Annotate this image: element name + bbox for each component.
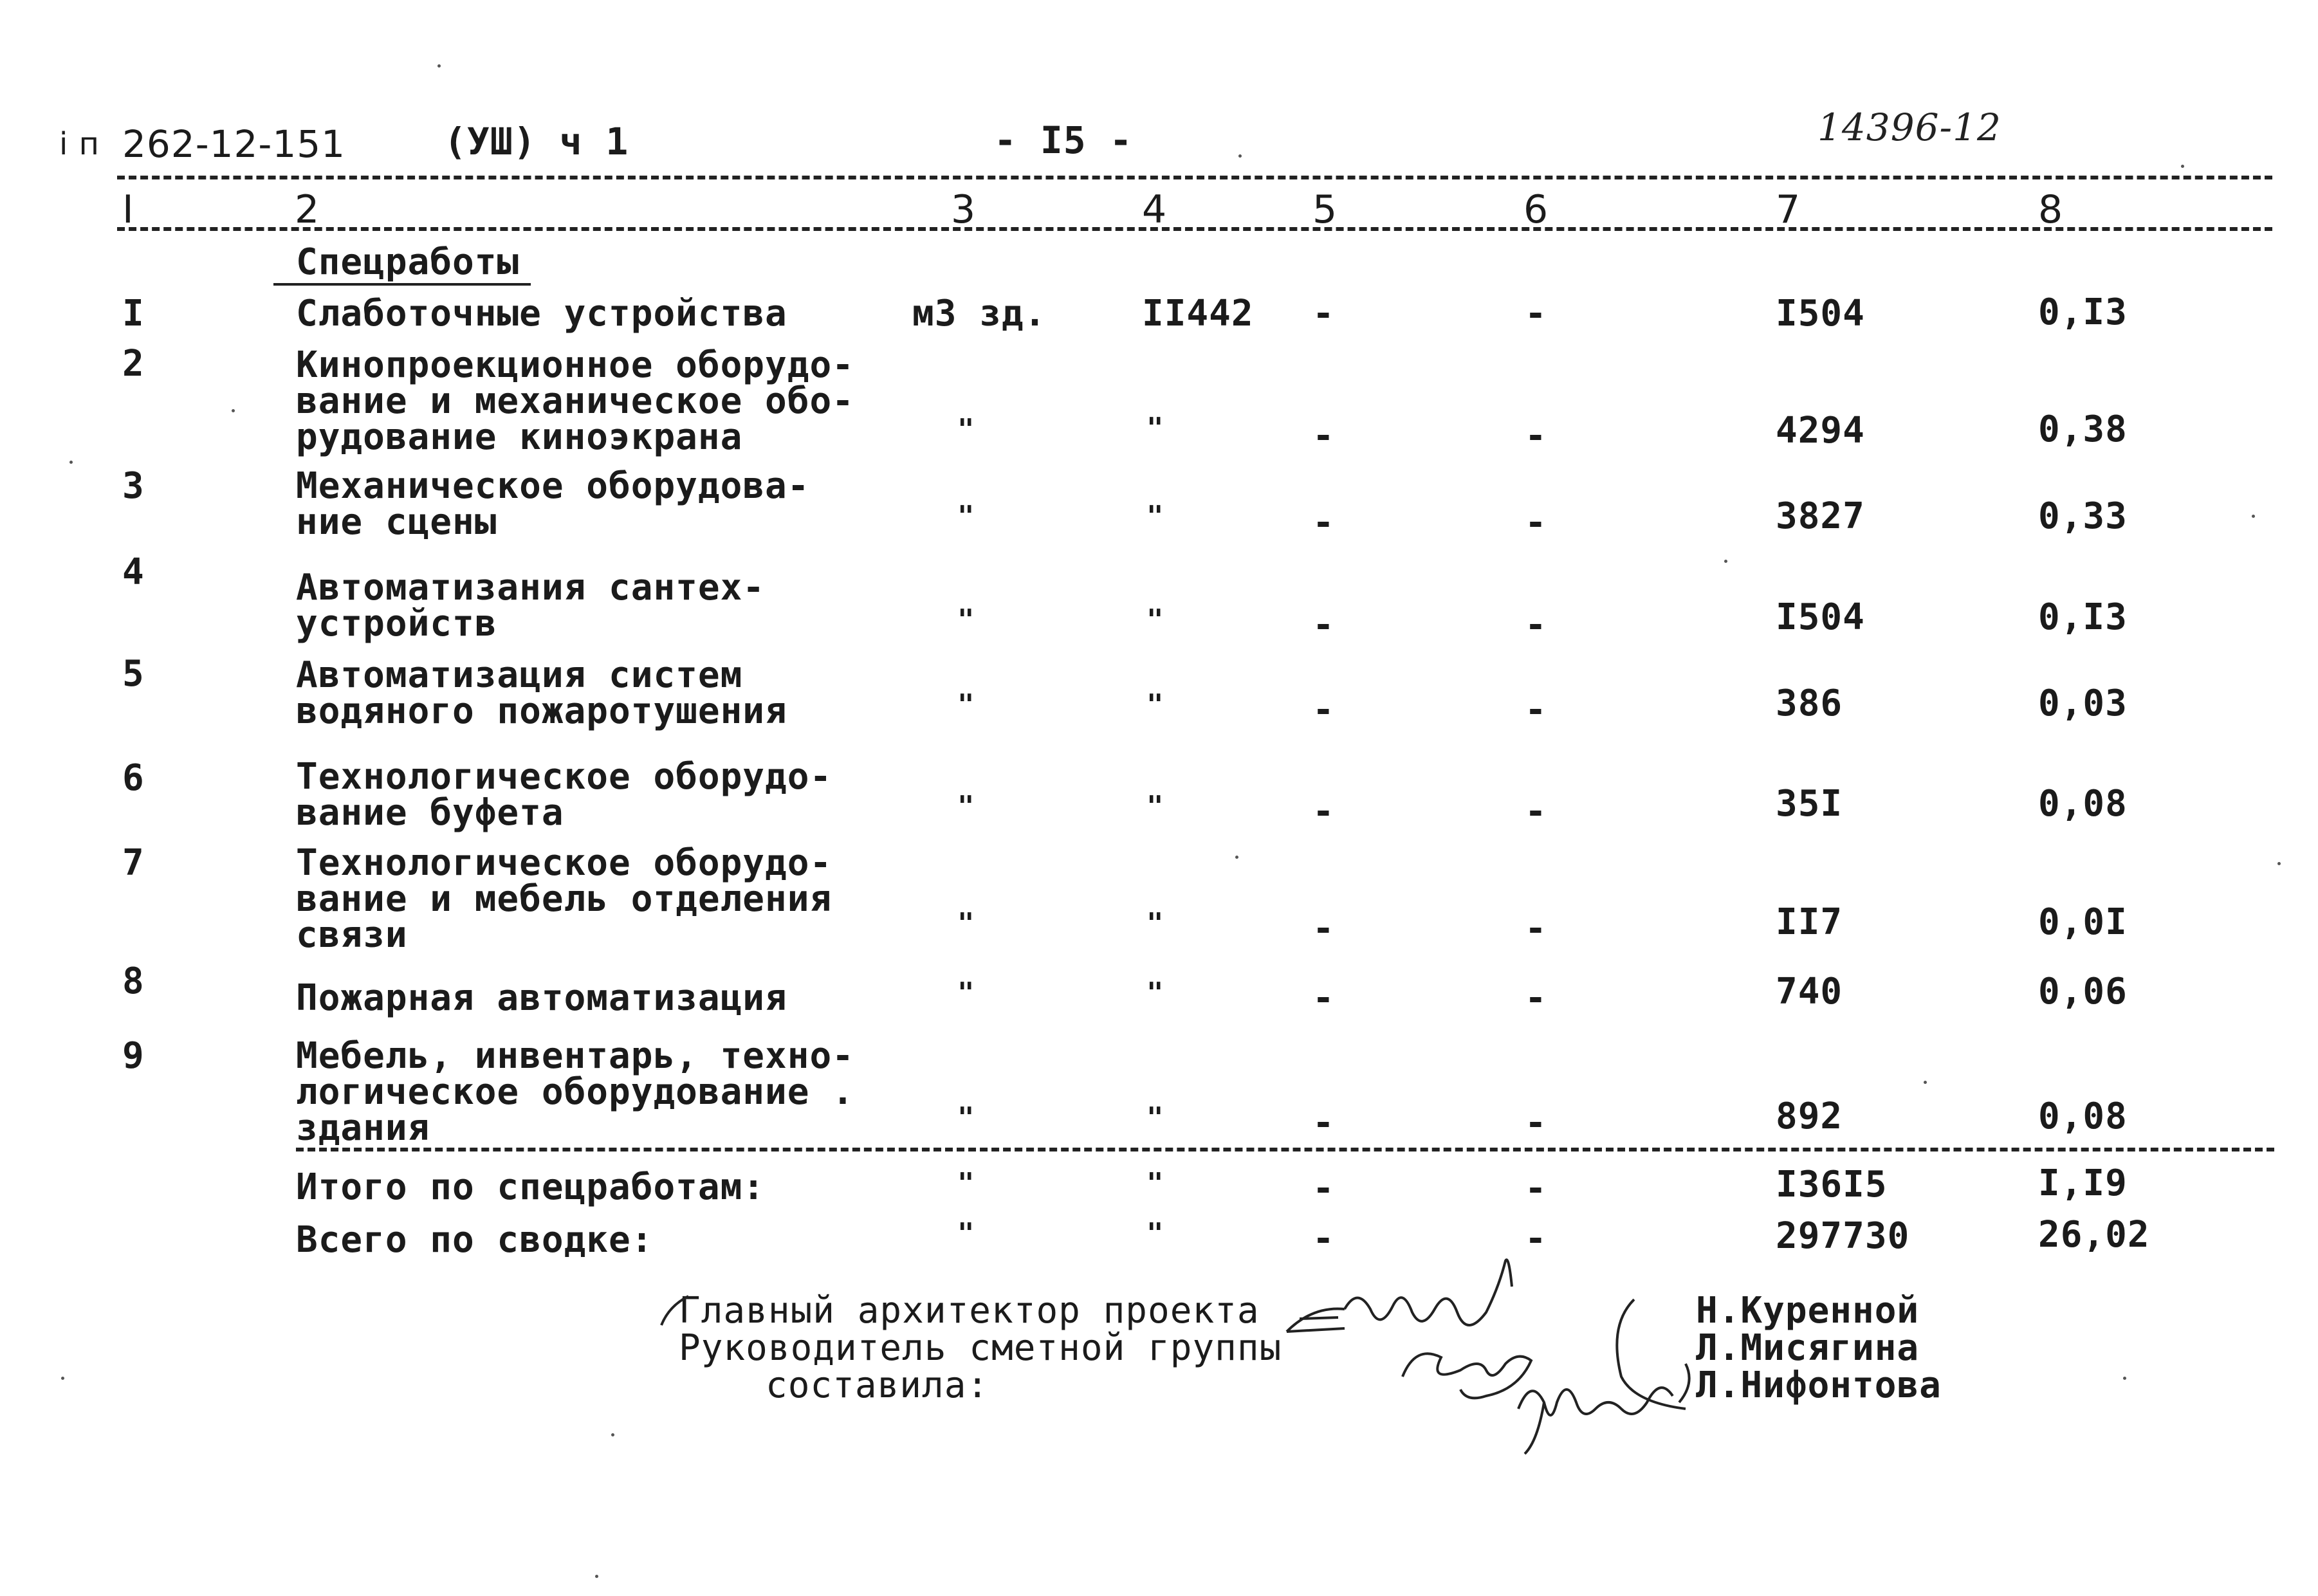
row-unit: " [957,500,975,533]
signatory-name: Н.Куренной [1696,1290,1920,1332]
row-unit: " [957,1101,975,1134]
row-number: 8 [122,960,145,1002]
row-qty: " [1146,603,1164,636]
row-number: 4 [122,551,145,593]
row-col8: 0,08 [2038,1096,2128,1137]
row-qty: " [1146,1101,1164,1134]
row-name: Автоматизация систем водяного пожаротушения [296,654,787,732]
scan-speck [2181,165,2184,168]
scan-speck [61,1377,64,1380]
col-header-1: I [122,187,134,232]
scan-speck [2123,1377,2126,1380]
row-col8: 0,0I [2038,901,2128,943]
row-col6: - [1525,502,1547,544]
margin-mark: і п [59,126,100,162]
signatory-name: Л.Нифонтова [1696,1364,1942,1406]
row-col6: - [1525,293,1547,335]
scan-speck [2277,862,2281,865]
row-number: 6 [122,757,145,799]
row-col7: 740 [1776,971,1843,1013]
grand-total-name: Всего по сводке: [296,1219,654,1261]
row-name: Механическое оборудова- ние сцены [296,465,810,543]
row-col8: 0,03 [2038,683,2128,724]
row-col7: 3827 [1776,495,1865,537]
grand-total-qty: " [1146,1217,1164,1250]
signatory-name: Л.Мисягина [1696,1327,1920,1369]
row-col5: - [1312,689,1335,731]
row-col8: 0,I3 [2038,291,2128,333]
row-col5: - [1312,908,1335,949]
row-qty: II442 [1142,293,1254,335]
totals-col8: I,I9 [2038,1162,2128,1204]
col-header-2: 2 [295,187,320,232]
row-col8: 0,33 [2038,495,2128,537]
top-rule [117,176,2272,179]
row-col5: - [1312,604,1335,646]
doc-code: 262-12-151 [122,122,346,166]
row-col8: 0,06 [2038,971,2128,1013]
scan-speck [69,461,73,464]
row-col7: 892 [1776,1096,1843,1137]
row-number: 3 [122,465,145,507]
row-name: Автоматизания сантех- устройств [296,567,766,645]
col-header-6: 6 [1523,187,1549,232]
totals-rule [296,1148,2274,1151]
row-col5: - [1312,415,1335,457]
totals-qty: " [1146,1167,1164,1200]
doc-section: (УШ) ч 1 [444,120,629,163]
handwritten-signatures [1274,1248,1698,1467]
row-qty: " [1146,790,1164,823]
row-col8: 0,08 [2038,783,2128,825]
grand-total-col5: - [1312,1218,1335,1260]
row-col7: II7 [1776,901,1843,943]
row-number: 2 [122,343,145,385]
scan-speck [1924,1081,1927,1084]
row-qty: " [1146,977,1164,1009]
row-name: Мебель, инвентарь, техно- логическое оборудование . здания [296,1035,854,1149]
totals-unit: " [957,1167,975,1200]
section-title: Спецработы [296,241,520,283]
row-col6: - [1525,1102,1547,1144]
row-col6: - [1525,791,1547,832]
grand-total-col8: 26,02 [2038,1214,2150,1256]
totals-col6: - [1525,1168,1547,1209]
row-col8: 0,38 [2038,408,2128,450]
row-name: Пожарная автоматизация [296,977,787,1019]
signature-title: Главный архитектор проекта [679,1290,1260,1332]
row-unit: " [957,688,975,721]
scan-speck [232,409,235,412]
col-header-8: 8 [2038,187,2064,232]
totals-col7: I36I5 [1776,1164,1888,1206]
totals-col5: - [1312,1168,1335,1209]
row-col5: - [1312,293,1335,335]
scan-speck [437,64,441,68]
row-unit: " [957,603,975,636]
row-col6: - [1525,977,1547,1019]
scan-speck [1238,154,1242,158]
totals-name: Итого по спецработам: [296,1166,766,1208]
row-col7: 4294 [1776,410,1865,452]
row-col5: - [1312,791,1335,832]
scan-speck [2252,515,2255,518]
row-col7: 386 [1776,683,1843,724]
row-qty: " [1146,688,1164,721]
row-col6: - [1525,604,1547,646]
col-header-7: 7 [1776,187,1801,232]
row-unit: " [957,790,975,823]
row-qty: " [1146,500,1164,533]
row-qty: " [1146,412,1164,445]
row-unit: " [957,977,975,1009]
grand-total-col6: - [1525,1218,1547,1260]
row-unit: " [957,413,975,446]
grand-total-unit: " [957,1217,975,1250]
row-unit: м3 зд. [912,293,1047,335]
row-name: Технологическое оборудо- вание буфета [296,756,832,834]
row-number: 5 [122,653,145,695]
scan-speck [1235,856,1238,859]
col-header-5: 5 [1312,187,1338,232]
scan-speck [1724,560,1727,563]
row-name: Технологическое оборудо- вание и мебель отделения связи [296,842,832,956]
header-rule [117,227,2272,231]
row-qty: " [1146,907,1164,940]
row-name: Слаботочные устройства [296,293,787,335]
signature-title: Руководитель сметной группы [679,1327,1282,1369]
signature-title: составила: [766,1364,989,1406]
page-number: - I5 - [994,118,1133,162]
row-col8: 0,I3 [2038,596,2128,638]
handwritten-stroke [656,1293,695,1332]
row-name: Кинопроекционное оборудо- вание и механическое обо- рудование киноэкрана [296,344,854,458]
row-number: I [122,293,145,335]
row-col7: I504 [1776,293,1865,335]
scan-speck [595,1575,598,1578]
row-col7: I504 [1776,596,1865,638]
handwritten-reference: 14396-12 [1817,105,2001,149]
row-number: 9 [122,1035,145,1077]
row-col5: - [1312,502,1335,544]
row-col6: - [1525,415,1547,457]
col-header-4: 4 [1142,187,1168,232]
grand-total-col7: 297730 [1776,1215,1910,1257]
scan-speck [611,1433,614,1436]
row-unit: " [957,907,975,940]
row-col5: - [1312,977,1335,1019]
row-col7: 35I [1776,783,1843,825]
row-col5: - [1312,1102,1335,1144]
col-header-3: 3 [951,187,977,232]
row-number: 7 [122,842,145,884]
row-col6: - [1525,908,1547,949]
row-col6: - [1525,689,1547,731]
section-title-underline [273,283,531,286]
